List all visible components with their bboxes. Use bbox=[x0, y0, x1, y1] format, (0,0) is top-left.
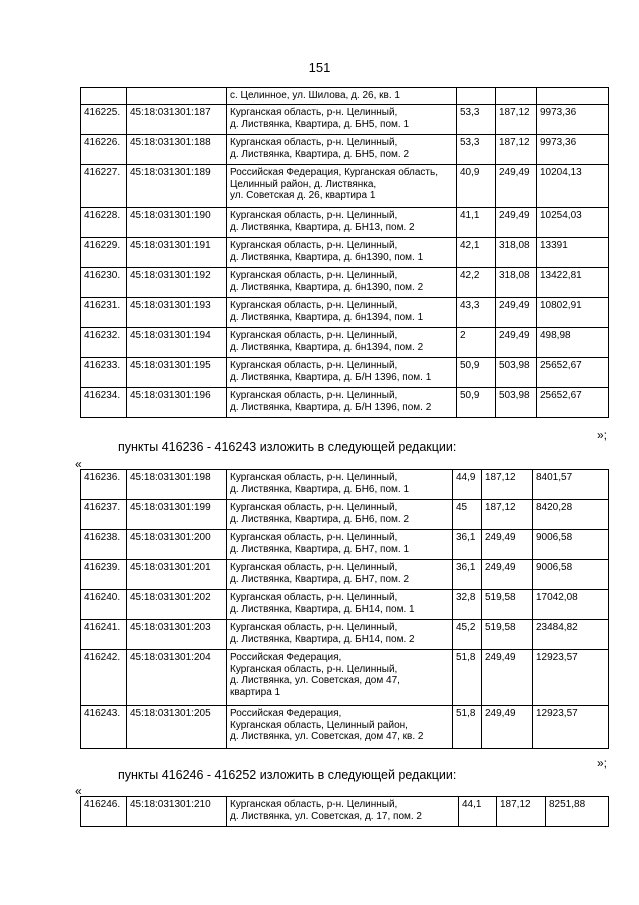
table-cell-number: 416230. bbox=[81, 268, 127, 298]
table-cell-number: 416241. bbox=[81, 620, 127, 650]
table-row bbox=[81, 388, 609, 418]
table-row bbox=[81, 530, 609, 560]
table-cell-address bbox=[227, 500, 453, 530]
address-line: д. Листвянка, Квартира, д. БН6, пом. 2 bbox=[230, 513, 410, 525]
table-cell-area: 53,3 bbox=[457, 105, 496, 135]
table-cell-area: 36,1 bbox=[453, 530, 482, 560]
opening-quote-mark: « bbox=[75, 784, 82, 798]
table-cell-area: 40,9 bbox=[457, 165, 496, 208]
address-line: д. Листвянка, Квартира, д. бн1390, пом. 1 bbox=[230, 251, 424, 263]
address-line: д. Листвянка, Квартира, д. бн1394, пом. 2 bbox=[230, 341, 424, 353]
table-cell-address bbox=[227, 620, 453, 650]
table-cell-address bbox=[227, 268, 457, 298]
table-cell-cadastral-number: 45:18:031301:193 bbox=[127, 298, 227, 328]
table-cell-rate: 249,49 bbox=[496, 165, 537, 208]
table-cell-rate: 187,12 bbox=[496, 135, 537, 165]
address-line: Российская Федерация, Курганская область, bbox=[230, 167, 439, 178]
address-line: д. Листвянка, Квартира, д. БН7, пом. 1 bbox=[230, 543, 410, 555]
table-cell-cadastral-number: 45:18:031301:201 bbox=[127, 560, 227, 590]
table-cell-value: 10204,13 bbox=[537, 165, 609, 208]
table-cell-rate: 187,12 bbox=[482, 500, 533, 530]
address-line: д. Листвянка, Квартира, д. Б/Н 1396, пом. 1 bbox=[230, 371, 432, 383]
registry-table-1 bbox=[80, 87, 609, 418]
registry-table-3 bbox=[80, 796, 609, 827]
table-cell-number: 416233. bbox=[81, 358, 127, 388]
table-cell-address bbox=[227, 590, 453, 620]
address-line: д. Листвянка, Квартира, д. БН14, пом. 2 bbox=[230, 633, 415, 645]
address-line: Курганская область, р-н. Целинный, bbox=[230, 137, 398, 148]
table-cell bbox=[81, 88, 127, 105]
table-cell-cadastral-number: 45:18:031301:203 bbox=[127, 620, 227, 650]
table-cell-area: 42,2 bbox=[457, 268, 496, 298]
table-cell-rate: 249,49 bbox=[496, 298, 537, 328]
table-cell-value: 498,98 bbox=[537, 328, 609, 358]
address-line: Курганская область, Целинный район, bbox=[230, 719, 408, 731]
table-cell-number: 416243. bbox=[81, 706, 127, 749]
table-cell-area: 51,8 bbox=[453, 650, 482, 706]
address-line: д. Листвянка, Квартира, д. БН5, пом. 2 bbox=[230, 148, 410, 160]
table-cell-rate: 519,58 bbox=[482, 620, 533, 650]
table-cell-value: 9006,58 bbox=[533, 560, 609, 590]
table-cell-area: 42,1 bbox=[457, 238, 496, 268]
table-cell-number: 416227. bbox=[81, 165, 127, 208]
address-line: Курганская область, р-н. Целинный, bbox=[230, 799, 398, 810]
address-line: Курганская область, р-н. Целинный, bbox=[230, 562, 398, 573]
table-cell-value: 12923,57 bbox=[533, 650, 609, 706]
table-cell bbox=[537, 88, 609, 105]
address-line: д. Листвянка, Квартира, д. БН6, пом. 1 bbox=[230, 483, 410, 495]
table-cell-rate: 187,12 bbox=[496, 105, 537, 135]
address-line: д. Листвянка, ул. Советская, дом 47, bbox=[230, 675, 400, 686]
table-cell-rate: 187,12 bbox=[482, 470, 533, 500]
table-cell-cadastral-number: 45:18:031301:198 bbox=[127, 470, 227, 500]
table-cell-address bbox=[227, 328, 457, 358]
table-row bbox=[81, 238, 609, 268]
table-cell-value: 8401,57 bbox=[533, 470, 609, 500]
address-line: Курганская область, р-н. Целинный, bbox=[230, 592, 398, 603]
table-cell-cadastral-number: 45:18:031301:196 bbox=[127, 388, 227, 418]
address-line: д. Листвянка, Квартира, д. БН13, пом. 2 bbox=[230, 221, 415, 233]
table-cell-cadastral-number: 45:18:031301:191 bbox=[127, 238, 227, 268]
table-row bbox=[81, 797, 609, 827]
table-row bbox=[81, 706, 609, 749]
closing-quote-mark: »; bbox=[597, 428, 608, 442]
instruction-text: пункты 416236 - 416243 изложить в следующей редакции: bbox=[118, 440, 457, 454]
table-cell-address bbox=[227, 135, 457, 165]
table-cell-address bbox=[227, 105, 457, 135]
table-cell-cadastral-number: 45:18:031301:204 bbox=[127, 650, 227, 706]
table-cell-number: 416234. bbox=[81, 388, 127, 418]
table-row bbox=[81, 298, 609, 328]
address-line: Курганская область, р-н. Целинный, bbox=[230, 240, 398, 251]
table-cell-area: 41,1 bbox=[457, 208, 496, 238]
table-cell-cadastral-number: 45:18:031301:194 bbox=[127, 328, 227, 358]
table-cell-address bbox=[227, 208, 457, 238]
table-row bbox=[81, 165, 609, 208]
table-cell-rate: 519,58 bbox=[482, 590, 533, 620]
table-cell-value: 10802,91 bbox=[537, 298, 609, 328]
closing-quote-mark: »; bbox=[597, 756, 608, 770]
table-cell-area: 44,1 bbox=[459, 797, 497, 827]
address-line: д. Листвянка, Квартира, д. БН5, пом. 1 bbox=[230, 118, 410, 130]
table-cell-address bbox=[227, 298, 457, 328]
address-line: Курганская область, р-н. Целинный, bbox=[230, 502, 398, 513]
address-line: квартира 1 bbox=[230, 686, 281, 698]
table-cell-number: 416232. bbox=[81, 328, 127, 358]
address-line: Курганская область, р-н. Целинный, bbox=[230, 210, 398, 221]
address-line: ул. Советская д. 26, квартира 1 bbox=[230, 190, 376, 201]
table-cell-number: 416229. bbox=[81, 238, 127, 268]
table-cell-number: 416237. bbox=[81, 500, 127, 530]
table-cell-area: 32,8 bbox=[453, 590, 482, 620]
table-cell-cadastral-number: 45:18:031301:187 bbox=[127, 105, 227, 135]
table-cell-cadastral-number: 45:18:031301:202 bbox=[127, 590, 227, 620]
address-line: Целинный район, д. Листвянка, bbox=[230, 178, 377, 190]
table-row bbox=[81, 208, 609, 238]
table-row-continuation bbox=[81, 88, 609, 105]
table-cell-number: 416242. bbox=[81, 650, 127, 706]
address-line: д. Листвянка, ул. Советская, дом 47, кв. 2 bbox=[230, 731, 424, 742]
table-cell-number: 416226. bbox=[81, 135, 127, 165]
table-cell-cadastral-number: 45:18:031301:199 bbox=[127, 500, 227, 530]
table-cell-number: 416231. bbox=[81, 298, 127, 328]
table-cell-rate: 503,98 bbox=[496, 358, 537, 388]
address-line: Курганская область, р-н. Целинный, bbox=[230, 107, 398, 118]
table-row bbox=[81, 328, 609, 358]
table-cell-cadastral-number: 45:18:031301:190 bbox=[127, 208, 227, 238]
table-cell-area: 43,3 bbox=[457, 298, 496, 328]
table-cell-rate: 249,49 bbox=[482, 560, 533, 590]
opening-quote-mark: « bbox=[75, 457, 82, 471]
table-cell-area: 36,1 bbox=[453, 560, 482, 590]
address-line: Курганская область, р-н. Целинный, bbox=[230, 300, 398, 311]
table-cell-address bbox=[227, 650, 453, 706]
table-cell-rate: 187,12 bbox=[497, 797, 546, 827]
table-row bbox=[81, 470, 609, 500]
table-cell-cadastral-number: 45:18:031301:192 bbox=[127, 268, 227, 298]
table-cell-rate: 249,49 bbox=[482, 706, 533, 749]
table-cell-rate: 318,08 bbox=[496, 238, 537, 268]
table-cell-rate: 249,49 bbox=[496, 328, 537, 358]
address-line: Курганская область, р-н. Целинный, bbox=[230, 390, 398, 401]
table-cell-cadastral-number: 45:18:031301:200 bbox=[127, 530, 227, 560]
table-cell-area: 50,9 bbox=[457, 388, 496, 418]
address-line: д. Листвянка, Квартира, д. БН7, пом. 2 bbox=[230, 573, 410, 585]
table-cell-address bbox=[227, 706, 453, 749]
table-cell-area: 53,3 bbox=[457, 135, 496, 165]
table-cell-value: 9973,36 bbox=[537, 135, 609, 165]
instruction-text: пункты 416246 - 416252 изложить в следующей редакции: bbox=[118, 768, 457, 782]
table-cell-value: 8251,88 bbox=[546, 797, 609, 827]
table-row bbox=[81, 500, 609, 530]
table-cell-value: 9973,36 bbox=[537, 105, 609, 135]
table-cell-address: с. Целинное, ул. Шилова, д. 26, кв. 1 bbox=[227, 88, 457, 105]
table-cell-cadastral-number: 45:18:031301:189 bbox=[127, 165, 227, 208]
table-cell-area: 51,8 bbox=[453, 706, 482, 749]
table-cell-cadastral-number: 45:18:031301:195 bbox=[127, 358, 227, 388]
address-line: Российская Федерация, bbox=[230, 708, 342, 719]
table-cell-rate: 503,98 bbox=[496, 388, 537, 418]
table-cell-address bbox=[227, 470, 453, 500]
table-cell-number: 416246. bbox=[81, 797, 127, 827]
table-cell-value: 25652,67 bbox=[537, 388, 609, 418]
address-line: д. Листвянка, Квартира, д. бн1390, пом. 2 bbox=[230, 281, 424, 293]
table-cell bbox=[496, 88, 537, 105]
table-cell bbox=[127, 88, 227, 105]
address-line: Курганская область, р-н. Целинный, bbox=[230, 622, 398, 633]
table-cell-value: 8420,28 bbox=[533, 500, 609, 530]
address-line: Курганская область, р-н. Целинный, bbox=[230, 532, 398, 543]
table-cell-value: 25652,67 bbox=[537, 358, 609, 388]
table-cell-area: 44,9 bbox=[453, 470, 482, 500]
address-line: Российская Федерация, bbox=[230, 652, 342, 663]
table-cell bbox=[457, 88, 496, 105]
table-row bbox=[81, 620, 609, 650]
table-row bbox=[81, 135, 609, 165]
address-line: д. Листвянка, Квартира, д. Б/Н 1396, пом. 2 bbox=[230, 401, 432, 413]
registry-table-2 bbox=[80, 469, 609, 749]
address-line: д. Листвянка, Квартира, д. БН14, пом. 1 bbox=[230, 603, 415, 615]
table-row bbox=[81, 268, 609, 298]
table-cell-value: 12923,57 bbox=[533, 706, 609, 749]
table-cell-address bbox=[227, 388, 457, 418]
table-row bbox=[81, 105, 609, 135]
table-cell-area: 50,9 bbox=[457, 358, 496, 388]
table-cell-address bbox=[227, 797, 459, 827]
table-cell-number: 416225. bbox=[81, 105, 127, 135]
table-cell-number: 416228. bbox=[81, 208, 127, 238]
table-cell-value: 10254,03 bbox=[537, 208, 609, 238]
table-cell-address bbox=[227, 358, 457, 388]
table-cell-rate: 249,49 bbox=[482, 650, 533, 706]
table-row bbox=[81, 590, 609, 620]
table-cell-value: 9006,58 bbox=[533, 530, 609, 560]
table-cell-area: 2 bbox=[457, 328, 496, 358]
address-line: Курганская область, р-н. Целинный, bbox=[230, 360, 398, 371]
table-cell-number: 416236. bbox=[81, 470, 127, 500]
table-cell-rate: 249,49 bbox=[496, 208, 537, 238]
table-cell-area: 45,2 bbox=[453, 620, 482, 650]
address-line: д. Листвянка, Квартира, д. бн1394, пом. 1 bbox=[230, 311, 424, 323]
table-cell-address bbox=[227, 238, 457, 268]
table-cell-area: 45 bbox=[453, 500, 482, 530]
table-cell-cadastral-number: 45:18:031301:205 bbox=[127, 706, 227, 749]
table-cell-address bbox=[227, 530, 453, 560]
address-line: Курганская область, р-н. Целинный, bbox=[230, 663, 398, 675]
table-cell-number: 416238. bbox=[81, 530, 127, 560]
table-cell-cadastral-number: 45:18:031301:210 bbox=[127, 797, 227, 827]
table-row bbox=[81, 358, 609, 388]
table-cell-rate: 318,08 bbox=[496, 268, 537, 298]
address-line: Курганская область, р-н. Целинный, bbox=[230, 472, 398, 483]
table-cell-value: 17042,08 bbox=[533, 590, 609, 620]
table-cell-value: 13391 bbox=[537, 238, 609, 268]
address-line: Курганская область, р-н. Целинный, bbox=[230, 270, 398, 281]
address-line: д. Листвянка, ул. Советская, д. 17, пом. 2 bbox=[230, 810, 422, 822]
table-cell-number: 416239. bbox=[81, 560, 127, 590]
table-cell-value: 13422,81 bbox=[537, 268, 609, 298]
address-line: Курганская область, р-н. Целинный, bbox=[230, 330, 398, 341]
table-cell-address bbox=[227, 560, 453, 590]
table-cell-number: 416240. bbox=[81, 590, 127, 620]
table-row bbox=[81, 650, 609, 706]
table-cell-cadastral-number: 45:18:031301:188 bbox=[127, 135, 227, 165]
table-row bbox=[81, 560, 609, 590]
page-number: 151 bbox=[308, 60, 331, 75]
table-cell-address bbox=[227, 165, 457, 208]
table-cell-value: 23484,82 bbox=[533, 620, 609, 650]
table-cell-rate: 249,49 bbox=[482, 530, 533, 560]
